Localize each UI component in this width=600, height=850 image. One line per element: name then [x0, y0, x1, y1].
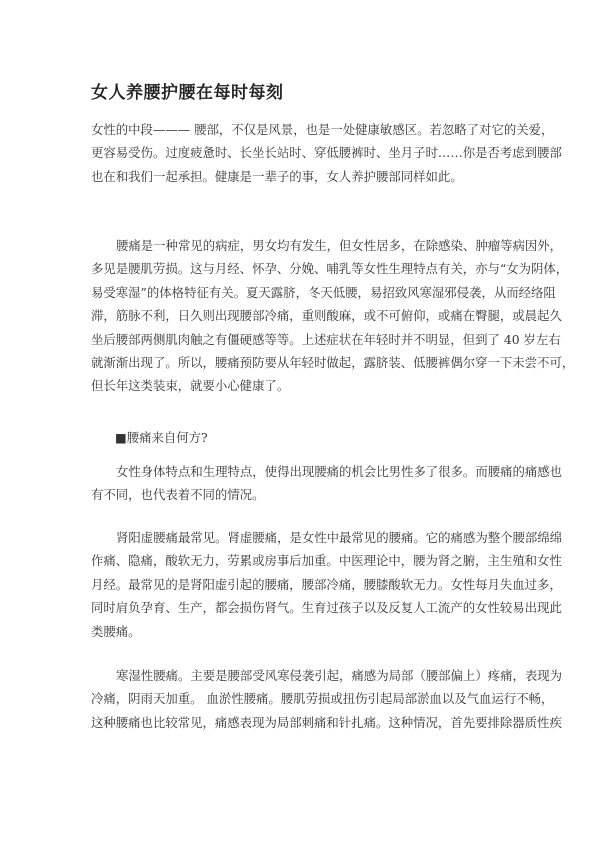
- paragraph-1-line-2: 多见是腰肌劳损。这与月经、怀孕、分娩、哺乳等女性生理特点有关，亦与“女为阴体，: [91, 261, 569, 277]
- intro-line-1: 女性的中段——— 腰部，不仅是风景，也是一处健康敏感区。若忽略了对它的关爱，: [91, 122, 554, 137]
- paragraph-1: [91, 234, 575, 398]
- paragraph-3-line-1: 肾阳虚腰痛最常见。肾虚腰痛，是女性中最常见的腰痛。它的痛感为整个腰部绵绵: [116, 530, 563, 545]
- paragraph-3-line-2: 作痛、隐痛，酸软无力，劳累或房事后加重。中医理论中，腰为肾之腑，主生殖和女性: [91, 553, 562, 569]
- paragraph-3-line-3: 月经。最常见的是肾阳虚引起的腰痛，腰部冷痛，腰膝酸软无力。女性每月失血过多，: [91, 576, 562, 592]
- paragraph-2: [91, 460, 563, 507]
- paragraph-1-line-1: 腰痛是一种常见的病症，男女均有发生，但女性居多，在除感染、肿瘤等病因外，: [116, 238, 563, 253]
- paragraph-4: [91, 664, 563, 734]
- intro-line-3: 也在和我们一起承担。健康是一辈子的事，女人养护腰部同样如此。: [91, 168, 463, 184]
- article-title: 女人养腰护腰在每时每刻: [91, 83, 284, 103]
- paragraph-2-line-1: 女性身体特点和生理特点，使得出现腰痛的机会比男性多了很多。而腰痛的痛感也: [116, 464, 563, 479]
- paragraph-1-line-3: 易受寒湿”的体格特征有关。夏天露脐，冬天低腰，易招致风寒湿邪侵袭，从而经络阻: [91, 284, 556, 300]
- paragraph-3-line-5: 类腰痛。: [91, 623, 141, 639]
- paragraph-1-line-4: 滞，筋脉不利，日久则出现腰部冷痛，重则酸麻，或不可俯仰，或痛在臀腿，或晨起久: [91, 308, 562, 324]
- paragraph-3: [91, 526, 563, 643]
- paragraph-4-line-2: 冷痛，阴雨天加重。 血淤性腰痛。腰肌劳损或扭伤引起局部淤血以及气血运行不畅，: [91, 691, 554, 707]
- paragraph-1-line-5: 坐后腰部两侧肌肉触之有僵硬感等等。上述症状在年轻时并不明显，但到了 40 岁左右: [91, 331, 561, 347]
- intro-line-2: 更容易受伤。过度疲惫时、长坐长站时、穿低腰裤时、坐月子时……你是否考虑到腰部: [91, 145, 562, 161]
- paragraph-1-line-6: 就渐渐出现了。所以，腰痛预防要从年轻时做起，露脐装、低腰裤偶尔穿一下未尝不可，: [91, 355, 575, 371]
- paragraph-2-line-2: 有不同，也代表着不同的情况。: [91, 487, 265, 503]
- intro-paragraph: [91, 118, 562, 188]
- paragraph-3-line-4: 同时肩负孕育、生产，都会损伤肾气。生育过孩子以及反复人工流产的女性较易出现此: [91, 600, 562, 616]
- paragraph-1-line-7: 但长年这类装束，就要小心健康了。: [91, 378, 290, 394]
- section-heading: ■腰痛来自何方?: [115, 430, 208, 445]
- paragraph-4-line-3: 这种腰痛也比较常见，痛感表现为局部刺痛和针扎痛。这种情况，首先要排除器质性疾: [91, 714, 562, 730]
- paragraph-4-line-1: 寒湿性腰痛。主要是腰部受风寒侵袭引起，痛感为局部（腰部偏上）疼痛，表现为: [116, 668, 563, 683]
